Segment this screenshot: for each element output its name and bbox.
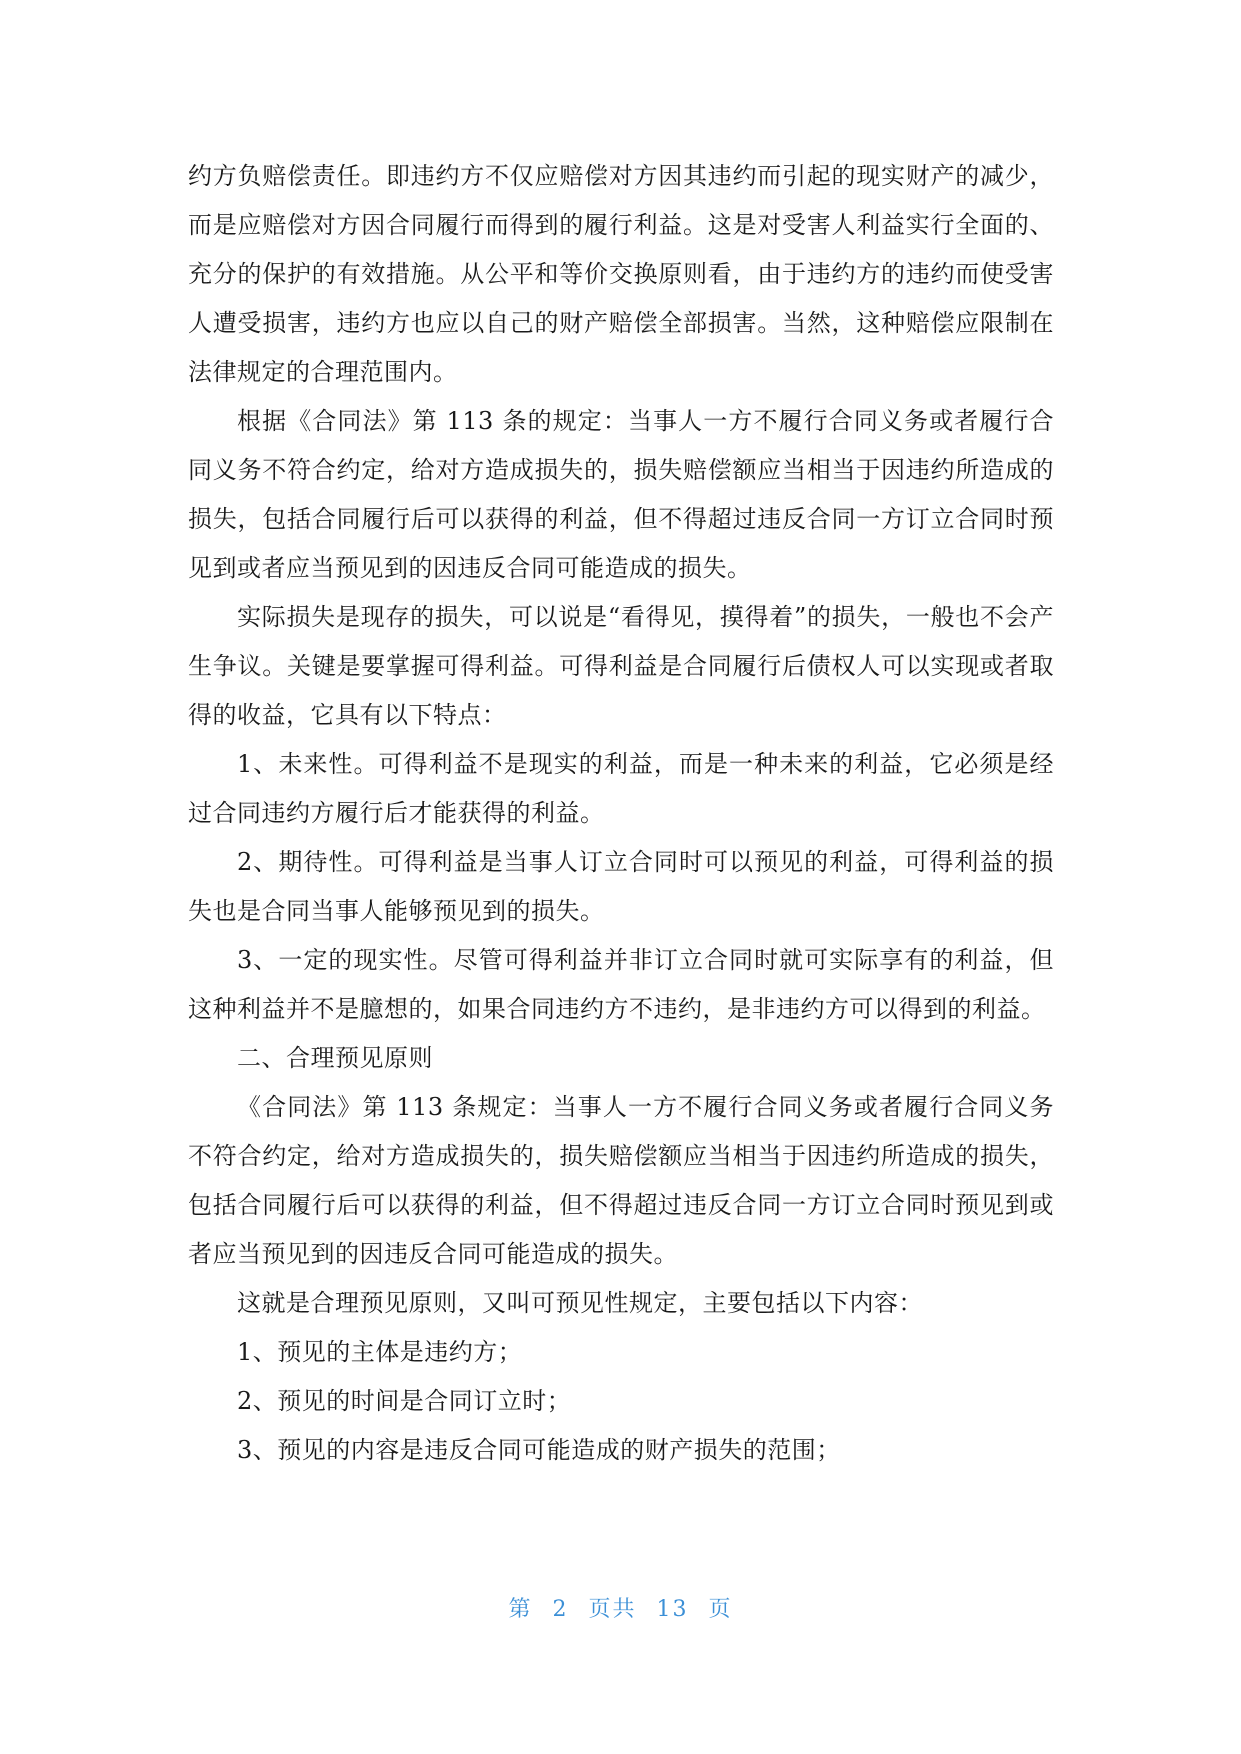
footer-suffix: 页 (708, 1597, 733, 1622)
paragraph-8: 《合同法》第 113 条规定：当事人一方不履行合同义务或者履行合同义务不符合约定，给对方造成损失的，损失赔偿额应当相当于因违约所造成的损失，包括合同履行后可以获得的利益，但不得超过违反合同一方订立合同时预见到或者应当预见到的因违反合同可能造成的损失。 (188, 1093, 1054, 1268)
footer-prefix: 第 (508, 1597, 533, 1622)
paragraph-5: 2、期待性。可得利益是当事人订立合同时可以预见的利益，可得利益的损失也是合同当事人能够预见到的损失。 (188, 848, 1054, 925)
document-body (188, 152, 1054, 1475)
list-item-1: 1、预见的主体是违约方； (237, 1338, 523, 1366)
paragraph-9: 这就是合理预见原则，又叫可预见性规定，主要包括以下内容： (237, 1289, 923, 1317)
paragraph-3: 实际损失是现存的损失，可以说是“看得见，摸得着”的损失，一般也不会产生争议。关键是要掌握可得利益。可得利益是合同履行后债权人可以实现或者取得的收益，它具有以下特点： (188, 603, 1054, 729)
paragraph-2: 根据《合同法》第 113 条的规定：当事人一方不履行合同义务或者履行合同义务不符合约定，给对方造成损失的，损失赔偿额应当相当于因违约所造成的损失，包括合同履行后可以获得的利益，但不得超过违反合同一方订立合同时预见到或者应当预见到的因违反合同可能造成的损失。 (188, 407, 1054, 582)
paragraph-1: 约方负赔偿责任。即违约方不仅应赔偿对方因其违约而引起的现实财产的减少，而是应赔偿对方因合同履行而得到的履行利益。这是对受害人利益实行全面的、充分的保护的有效措施。从公平和等价交换原则看，由于违约方的违约而使受害人遭受损害，违约方也应以自己的财产赔偿全部损害。当然，这种赔偿应限制在法律规定的合理范围内。 (188, 162, 1054, 386)
list-item-3: 3、预见的内容是违反合同可能造成的财产损失的范围； (237, 1436, 841, 1464)
section-heading: 二、合理预见原则 (237, 1044, 433, 1072)
footer-middle: 页共 (588, 1597, 637, 1622)
footer-current-page: 2 (552, 1597, 569, 1622)
paragraph-4: 1、未来性。可得利益不是现实的利益，而是一种未来的利益，它必须是经过合同违约方履行后才能获得的利益。 (188, 750, 1054, 827)
footer-total-pages: 13 (656, 1597, 689, 1622)
page-footer (0, 1592, 1241, 1623)
paragraph-6: 3、一定的现实性。尽管可得利益并非订立合同时就可实际享有的利益，但这种利益并不是臆想的，如果合同违约方不违约，是非违约方可以得到的利益。 (188, 946, 1054, 1023)
list-item-2: 2、预见的时间是合同订立时； (237, 1387, 572, 1415)
